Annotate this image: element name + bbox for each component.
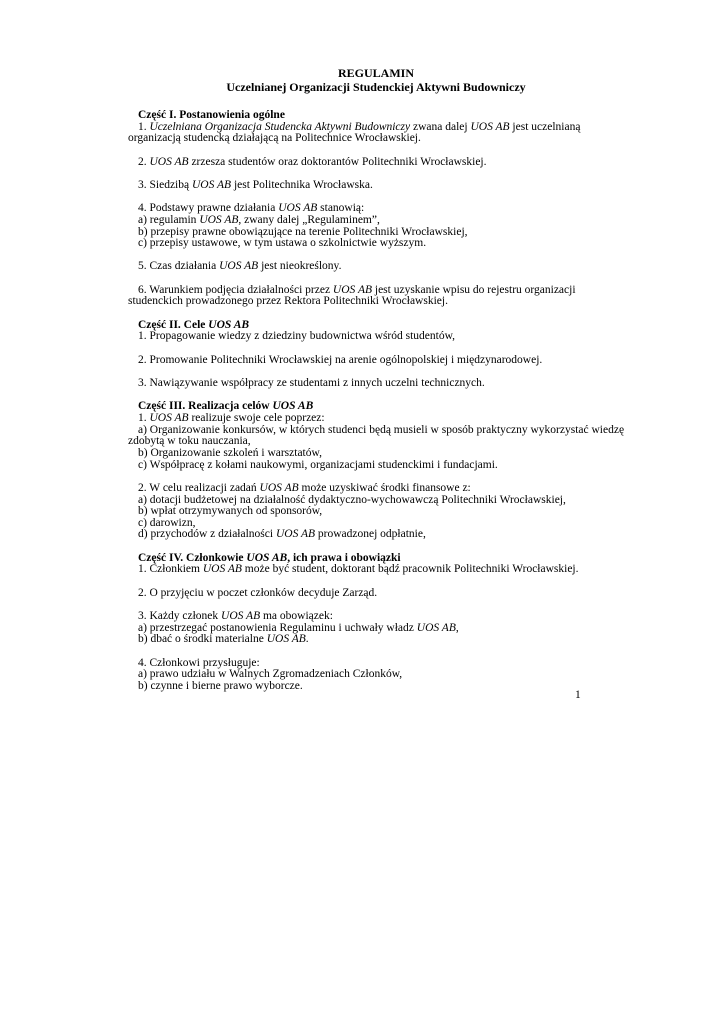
text-run: zdobytą w toku nauczania,: [128, 435, 251, 448]
text-run: , ich prawa i obowiązki: [287, 551, 401, 564]
text-run: 3. Każdy członek: [138, 610, 222, 623]
paragraph-line: [128, 180, 634, 192]
text-run: może uzyskiwać środki finansowe z:: [298, 481, 471, 494]
text-run: UOS AB: [266, 633, 306, 646]
paragraph-group: [128, 401, 634, 471]
text-run: realizuje swoje cele poprzez:: [188, 411, 325, 424]
text-run: UOS AB: [219, 260, 259, 273]
text-run: a) dotacji budżetowej na działalność dydaktyczno-wychowawczą Politechniki Wrocławskiej,: [138, 493, 566, 506]
text-run: c) Współpracę z kołami naukowymi, organizacjami studenckimi i fundacjami.: [138, 458, 498, 471]
text-run: może być student, doktorant bądź pracownik Politechniki Wrocławskiej.: [241, 563, 579, 576]
text-run: 2. Promowanie Politechniki Wrocławskiej na arenie ogólnopolskiej i międzynarodowej.: [138, 353, 543, 366]
text-run: UOS AB: [199, 213, 239, 226]
text-run: 3. Siedzibą: [138, 178, 192, 191]
text-run: a) prawo udziału w Walnych Zgromadzeniach Członków,: [138, 668, 403, 681]
paragraph-group: [128, 355, 634, 367]
paragraph-group: [128, 611, 634, 646]
text-run: UOS AB: [246, 551, 288, 564]
text-run: UOS AB: [272, 400, 314, 413]
text-run: b) Organizowanie szkoleń i warsztatów,: [138, 446, 322, 459]
document-subtitle: Uczelnianej Organizacji Studenckiej Aktywni Budowniczy: [226, 79, 526, 94]
paragraph-line: [128, 529, 634, 541]
text-run: .: [305, 633, 309, 646]
paragraph-group: [128, 483, 634, 541]
paragraph-group: [128, 658, 634, 693]
paragraph-group: [128, 320, 634, 343]
text-run: UOS AB: [149, 155, 189, 168]
text-run: UOS AB: [278, 202, 318, 215]
text-run: 1. Propagowanie wiedzy z dziedziny budownictwa wśród studentów,: [138, 330, 456, 343]
text-run: a) Organizowanie konkursów, w których studenci będą musieli w sposób praktyczny wykorzystać wiedzę: [138, 423, 625, 436]
paragraph-group: [128, 180, 634, 192]
paragraph-group: [128, 261, 634, 273]
text-run: UOS AB: [191, 178, 232, 191]
text-run: UOS AB: [332, 283, 372, 296]
text-run: jest Politechnika Wrocławska.: [231, 178, 373, 191]
page-number: 1: [575, 689, 581, 701]
text-run: ,: [455, 621, 459, 634]
paragraph-group: [128, 203, 634, 250]
paragraph-line: [128, 157, 634, 169]
text-run: UOS AB: [416, 621, 456, 634]
text-run: Część IV. Członkowie: [138, 551, 247, 564]
paragraph-line: [128, 506, 634, 518]
text-run: 5. Czas działania: [138, 260, 220, 273]
paragraph-group: [128, 285, 634, 308]
paragraph-group: [128, 110, 634, 145]
document-header: [128, 0, 624, 94]
paragraph-line: [128, 296, 634, 308]
paragraph-group: [128, 588, 634, 600]
text-run: Część III. Realizacja celów: [138, 400, 273, 413]
text-run: UOS AB: [470, 120, 510, 133]
paragraph-group: [128, 553, 634, 576]
paragraph-line: [128, 588, 634, 600]
paragraph-line: [128, 261, 634, 273]
text-run: 1.: [138, 120, 150, 133]
paragraph-group: [128, 157, 634, 169]
text-run: zwana dalej: [410, 120, 471, 133]
paragraph-line: [128, 378, 634, 390]
text-run: UOS AB: [275, 528, 316, 541]
text-run: 3. Nawiązywanie współpracy ze studentami z innych uczelni technicznych.: [138, 376, 485, 389]
paragraph-line: [128, 331, 634, 343]
text-run: b) wpłat otrzymywanych od sponsorów,: [138, 505, 323, 518]
text-run: 6. Warunkiem podjęcia działalności przez: [138, 283, 333, 296]
text-run: UOS AB: [202, 563, 242, 576]
text-run: stanowią:: [317, 202, 365, 215]
text-run: b) czynne i bierne prawo wyborcze.: [138, 679, 303, 692]
text-run: studenckich prowadzonego przez Rektora Politechniki Wrocławskiej.: [128, 295, 448, 308]
paragraph-line: [128, 238, 634, 250]
text-run: a) przestrzegać postanowienia Regulaminu i uchwały władz: [138, 621, 417, 634]
text-run: jest uzyskanie wpisu do rejestru organizacji: [372, 283, 576, 296]
text-run: 2.: [138, 155, 150, 168]
text-run: 4. Podstawy prawne działania: [138, 202, 279, 215]
paragraph-line: [128, 681, 634, 693]
text-run: jest uczelnianą: [509, 120, 581, 133]
text-run: zrzesza studentów oraz doktorantów Politechniki Wrocławskiej.: [188, 155, 487, 168]
text-run: c) przepisy ustawowe, w tym ustawa o szkolnictwie wyższym.: [138, 237, 427, 250]
text-run: Część I. Postanowienia ogólne: [138, 109, 285, 121]
text-run: UOS AB: [208, 318, 250, 331]
paragraph-line: [128, 564, 634, 576]
text-run: , zwany dalej „Regulaminem”,: [238, 213, 380, 226]
text-run: c) darowizn,: [138, 516, 196, 529]
text-run: b) dbać o środki materialne: [138, 633, 267, 646]
text-run: prowadzonej odpłatnie,: [315, 528, 426, 541]
text-run: Część II. Cele: [138, 318, 209, 331]
document-body: [128, 110, 634, 693]
text-run: 1.: [138, 411, 150, 424]
text-run: 4. Członkowi przysługuje:: [138, 656, 260, 669]
document-title: REGULAMIN: [337, 66, 414, 80]
text-run: 1. Członkiem: [138, 563, 203, 576]
text-run: UOS AB: [221, 610, 261, 623]
paragraph-line: [128, 133, 634, 145]
text-run: UOS AB: [259, 481, 299, 494]
text-run: b) przepisy prawne obowiązujące na terenie Politechniki Wrocławskiej,: [138, 225, 468, 238]
text-run: ma obowiązek:: [260, 610, 333, 623]
paragraph-line: [128, 355, 634, 367]
text-run: organizacją studencką działającą na Politechnice Wrocławskiej.: [128, 132, 421, 145]
paragraph-group: [128, 378, 634, 390]
text-run: a) regulamin: [138, 213, 200, 226]
text-run: UOS AB: [149, 411, 189, 424]
text-run: 2. O przyjęciu w poczet członków decyduje Zarząd.: [138, 586, 378, 599]
paragraph-line: [128, 460, 634, 472]
text-run: d) przychodów z działalności: [138, 528, 276, 541]
text-run: jest nieokreślony.: [258, 260, 342, 273]
text-run: 2. W celu realizacji zadań: [138, 481, 260, 494]
paragraph-line: [128, 634, 634, 646]
text-run: Uczelniana Organizacja Studencka Aktywni Budowniczy: [149, 120, 411, 133]
